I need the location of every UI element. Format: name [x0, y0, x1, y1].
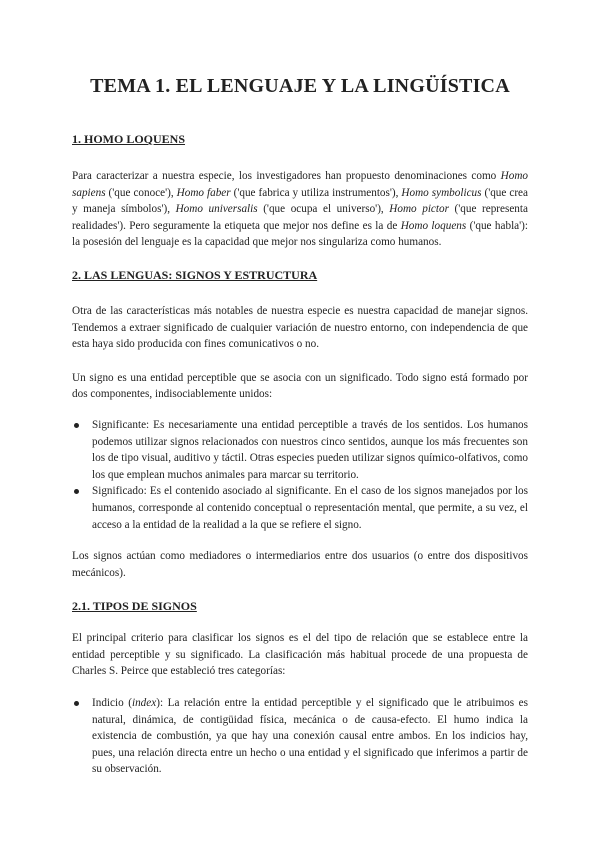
list-item-significante: Significante: Es necesariamente una entidad perceptible a través de los sentidos. Los humanos podemos utilizar signos relacionados con nuestros cinco sentidos, aunque los más frecuentes son los de tipo visual, auditivo y táctil. Otras especies pueden utilizar signos químico-olfativos, como los que emplean muchos animales para marcar su territorio.: [72, 417, 528, 483]
section-heading-lenguas: 2. LAS LENGUAS: SIGNOS Y ESTRUCTURA: [72, 267, 318, 282]
list-item-indicio: Indicio (index): La relación entre la entidad perceptible y el significado que le atribuimos es natural, dinámica, de contigüidad física, mecánica o de causa-efecto. El humo indica la existencia de combustión, ya que hay una conexión causal entre ambos. En los indicios hay, pues, una relación directa entre un hecho o una entidad y el significado que inferimos a partir de su observación.: [72, 695, 528, 778]
document-page: [72, 0, 528, 778]
section-heading-tipos-signos: 2.1. TIPOS DE SIGNOS: [72, 599, 197, 614]
bullet-icon: [74, 701, 79, 706]
bullet-icon: [74, 423, 79, 428]
paragraph-tipos-signos: El principal criterio para clasificar los signos es el del tipo de relación que se establece entre la entidad perceptible y su significado. La clasificación más habitual procede de una propuesta de Charles S. Peirce que estableció tres categorías:: [72, 632, 528, 678]
bullet-icon: [74, 489, 79, 494]
section-heading-homo-loquens: 1. HOMO LOQUENS: [72, 132, 186, 146]
document-title: TEMA 1. EL LENGUAJE Y LA LINGÜÍSTICA: [90, 75, 510, 97]
list-item-significado: Significado: Es el contenido asociado al significante. En el caso de los signos manejados por los humanos, corresponde al contenido conceptual o representación mental, que permite, a su vez, el acceso a la entidad de la realidad a la que se refiere el signo.: [72, 483, 528, 533]
paragraph-homo-loquens: Para caracterizar a nuestra especie, los investigadores han propuesto denominaciones como Homo sapiens ('que conoce'), Homo faber ('que fabrica y utiliza instrumentos'), Homo symbolicus ('que crea y maneja símbolos'), Homo universalis ('que ocupa el universo'), Homo pictor ('que representa realidades'). Pero seguramente la etiqueta que mejor nos define es la de Homo loquens ('que habla'): la posesión del lenguaje es la capacidad que mejor nos singulariza como humanos.: [72, 170, 528, 249]
list-tipos-signos: [72, 695, 528, 778]
paragraph-signo-definicion: Un signo es una entidad perceptible que se asocia con un significado. Todo signo está formado por dos componentes, indisociablemente unidos:: [72, 371, 528, 401]
list-componentes-signo: [72, 417, 528, 533]
paragraph-mediadores: Los signos actúan como mediadores o intermediarios entre dos usuarios (o entre dos dispositivos mecánicos).: [72, 550, 528, 579]
paragraph-signos-intro: Otra de las características más notables de nuestra especie es nuestra capacidad de manejar signos. Tendemos a extraer significado de cualquier variación de nuestro entorno, con independencia de que esta haya sido producida con fines comunicativos o no.: [72, 304, 528, 351]
